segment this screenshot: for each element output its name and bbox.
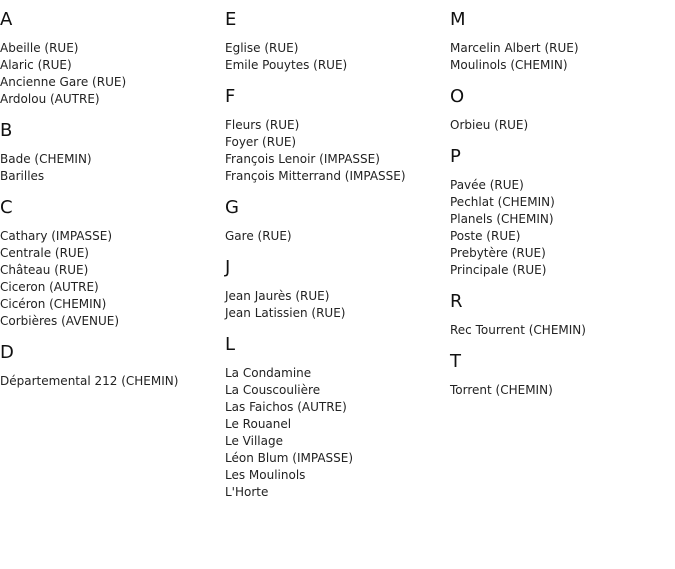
street-item[interactable]: Bade (CHEMIN) (0, 152, 92, 166)
street-item[interactable]: Orbieu (RUE) (450, 118, 529, 132)
street-item[interactable]: Le Village (225, 434, 283, 448)
street-item[interactable]: Léon Blum (IMPASSE) (225, 451, 354, 465)
section-letter: J (225, 257, 231, 278)
street-item[interactable]: Foyer (RUE) (225, 135, 297, 149)
section-p (450, 145, 675, 279)
section-a (0, 8, 225, 108)
section-letter: C (0, 197, 13, 218)
section-t (450, 350, 675, 399)
street-item[interactable]: Abeille (RUE) (0, 41, 79, 55)
section-letter: O (450, 86, 465, 107)
section-b (0, 119, 225, 185)
street-item[interactable]: François Lenoir (IMPASSE) (225, 152, 380, 166)
street-item[interactable]: Prebytère (RUE) (450, 246, 546, 260)
section-e (225, 8, 450, 74)
section-letter: T (450, 351, 461, 372)
section-o (450, 85, 675, 134)
street-list (225, 117, 450, 185)
section-letter: G (225, 197, 239, 218)
section-c (0, 196, 225, 330)
street-item[interactable]: Torrent (CHEMIN) (450, 383, 553, 397)
section-g (225, 196, 450, 245)
street-item[interactable]: Départemental 212 (CHEMIN) (0, 374, 179, 388)
street-item[interactable]: Rec Tourrent (CHEMIN) (450, 323, 586, 337)
street-list (450, 40, 675, 74)
street-index-column-3 (450, 8, 675, 399)
street-item[interactable]: Pechlat (CHEMIN) (450, 195, 555, 209)
section-letter: D (0, 342, 14, 363)
street-item[interactable]: Emile Pouytes (RUE) (225, 58, 348, 72)
street-item[interactable]: Jean Jaurès (RUE) (225, 289, 330, 303)
street-list (225, 365, 450, 501)
street-item[interactable]: Las Faichos (AUTRE) (225, 400, 347, 414)
street-item[interactable]: Eglise (RUE) (225, 41, 299, 55)
street-item[interactable]: Poste (RUE) (450, 229, 521, 243)
section-letter: E (225, 9, 237, 30)
street-item[interactable]: Centrale (RUE) (0, 246, 89, 260)
section-l (225, 333, 450, 501)
section-letter: A (0, 9, 13, 30)
street-item[interactable]: Cathary (IMPASSE) (0, 229, 112, 243)
street-list (450, 322, 675, 339)
section-j (225, 256, 450, 322)
street-item[interactable]: Ardolou (AUTRE) (0, 92, 100, 106)
street-item[interactable]: L'Horte (225, 485, 269, 499)
street-item[interactable]: Barilles (0, 169, 45, 183)
street-list (0, 40, 225, 108)
street-index-column-1 (0, 8, 225, 390)
street-list (0, 228, 225, 330)
street-item[interactable]: Alaric (RUE) (0, 58, 72, 72)
street-list (225, 288, 450, 322)
section-r (450, 290, 675, 339)
street-item[interactable]: Les Moulinols (225, 468, 306, 482)
street-item[interactable]: La Couscoulière (225, 383, 321, 397)
street-item[interactable]: La Condamine (225, 366, 312, 380)
street-list (0, 151, 225, 185)
section-f (225, 85, 450, 185)
section-m (450, 8, 675, 74)
street-item[interactable]: Planels (CHEMIN) (450, 212, 554, 226)
section-letter: F (225, 86, 236, 107)
street-item[interactable]: Château (RUE) (0, 263, 89, 277)
section-letter: B (0, 120, 13, 141)
street-item[interactable]: Ancienne Gare (RUE) (0, 75, 127, 89)
street-list (450, 177, 675, 279)
street-item[interactable]: Principale (RUE) (450, 263, 547, 277)
street-item[interactable]: Gare (RUE) (225, 229, 292, 243)
street-list (450, 382, 675, 399)
street-list (0, 373, 225, 390)
street-item[interactable]: Pavée (RUE) (450, 178, 524, 192)
street-index-column-2 (225, 8, 450, 501)
street-item[interactable]: Le Rouanel (225, 417, 292, 431)
section-letter: R (450, 291, 463, 312)
section-letter: P (450, 146, 461, 167)
street-item[interactable]: Moulinols (CHEMIN) (450, 58, 568, 72)
street-item[interactable]: Fleurs (RUE) (225, 118, 300, 132)
section-letter: L (225, 334, 236, 355)
street-item[interactable]: Cicéron (CHEMIN) (0, 297, 107, 311)
section-letter: M (450, 9, 466, 30)
section-d (0, 341, 225, 390)
street-item[interactable]: Ciceron (AUTRE) (0, 280, 99, 294)
street-item[interactable]: Corbières (AVENUE) (0, 314, 120, 328)
street-item[interactable]: Jean Latissien (RUE) (225, 306, 346, 320)
street-list (225, 40, 450, 74)
street-list (450, 117, 675, 134)
street-item[interactable]: François Mitterrand (IMPASSE) (225, 169, 406, 183)
street-item[interactable]: Marcelin Albert (RUE) (450, 41, 579, 55)
street-list (225, 228, 450, 245)
